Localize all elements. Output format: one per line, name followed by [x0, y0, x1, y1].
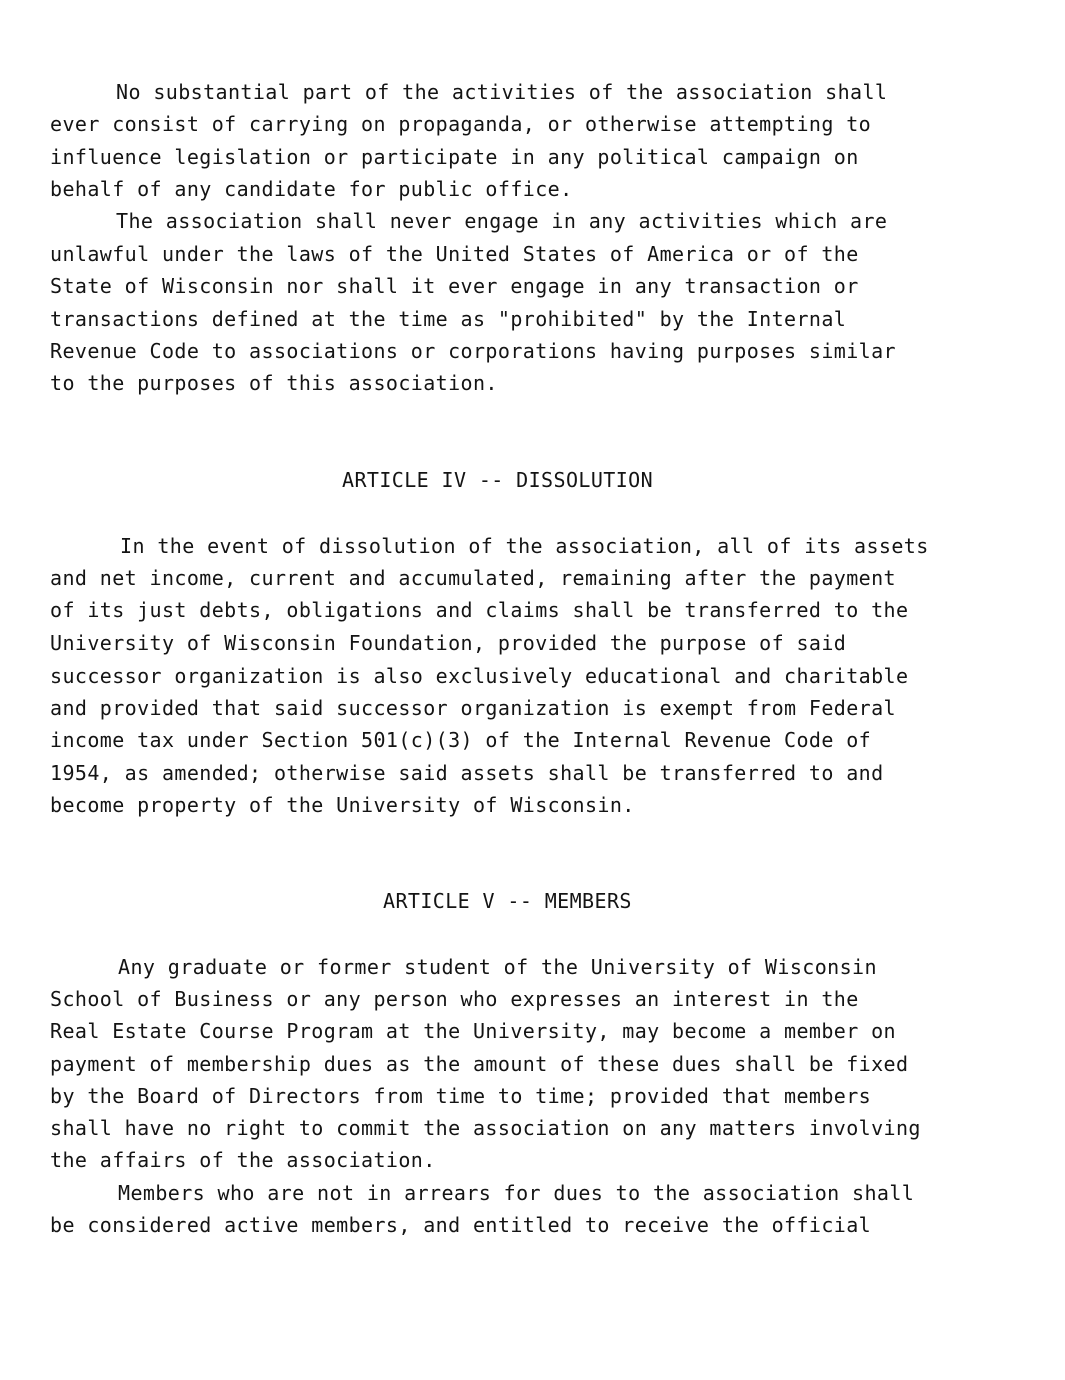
text-line: Any graduate or former student of the University of Wisconsin	[118, 955, 877, 979]
text-line: behalf of any candidate for public office.	[50, 177, 573, 201]
article-4-heading: ARTICLE IV -- DISSOLUTION	[342, 468, 654, 492]
text-line: Members who are not in arrears for dues to the association shall	[118, 1181, 915, 1205]
text-line: In the event of dissolution of the association, all of its assets	[120, 534, 929, 558]
text-line: by the Board of Directors from time to time; provided that members	[50, 1084, 872, 1108]
text-line: State of Wisconsin nor shall it ever engage in any transaction or	[50, 274, 859, 298]
text-line: The association shall never engage in any activities which are	[116, 209, 888, 233]
text-line: ever consist of carrying on propaganda, or otherwise attempting to	[50, 112, 872, 136]
text-line: become property of the University of Wisconsin.	[50, 793, 635, 817]
text-line: shall have no right to commit the association on any matters involving	[50, 1116, 921, 1140]
text-line: of its just debts, obligations and claims shall be transferred to the	[50, 598, 909, 622]
text-line: influence legislation or participate in any political campaign on	[50, 145, 859, 169]
text-line: the affairs of the association.	[50, 1148, 436, 1172]
text-line: and net income, current and accumulated, remaining after the payment	[50, 566, 896, 590]
text-line: income tax under Section 501(c)(3) of the Internal Revenue Code of	[50, 728, 872, 752]
text-line: transactions defined at the time as "prohibited" by the Internal	[50, 307, 847, 331]
text-line: School of Business or any person who expresses an interest in the	[50, 987, 859, 1011]
text-line: payment of membership dues as the amount of these dues shall be fixed	[50, 1052, 909, 1076]
article-5-heading: ARTICLE V -- MEMBERS	[383, 889, 632, 913]
text-line: unlawful under the laws of the United States of America or of the	[50, 242, 859, 266]
text-line: successor organization is also exclusively educational and charitable	[50, 664, 909, 688]
text-line: to the purposes of this association.	[50, 371, 498, 395]
text-line: University of Wisconsin Foundation, provided the purpose of said	[50, 631, 847, 655]
text-line: No substantial part of the activities of the association shall	[116, 80, 888, 104]
text-line: be considered active members, and entitled to receive the official	[50, 1213, 872, 1237]
text-line: 1954, as amended; otherwise said assets shall be transferred to and	[50, 761, 884, 785]
text-line: and provided that said successor organization is exempt from Federal	[50, 696, 896, 720]
text-line: Revenue Code to associations or corporations having purposes similar	[50, 339, 896, 363]
text-line: Real Estate Course Program at the University, may become a member on	[50, 1019, 896, 1043]
